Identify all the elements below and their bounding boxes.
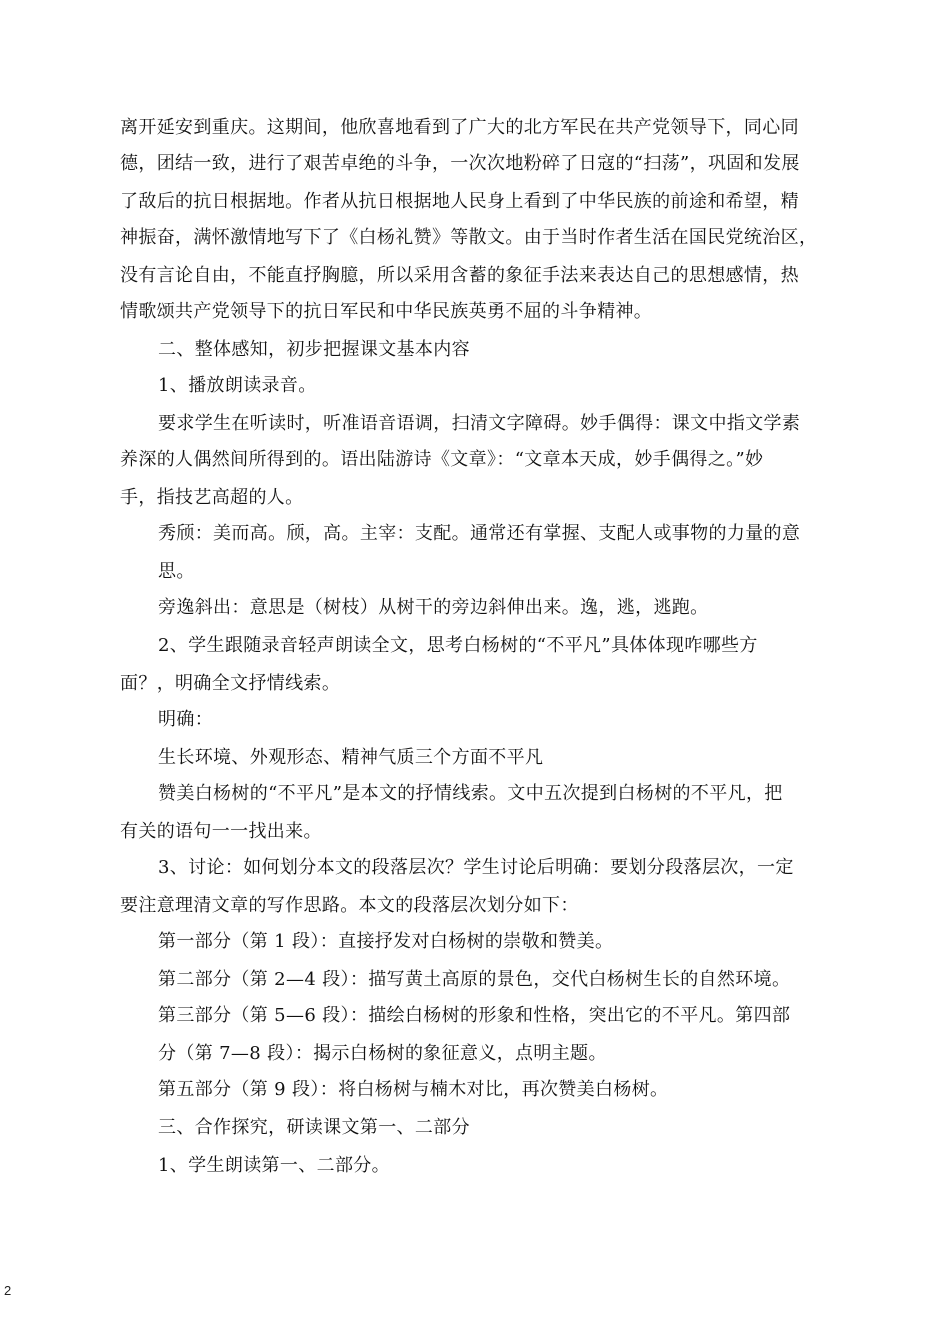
text-line: 明确： <box>158 709 214 730</box>
text-line: 养深的人偶然间所得到的。语出陆游诗《文章》：“文章本天成，妙手偶得之。”妙 <box>120 449 764 470</box>
text-line: 思。 <box>158 561 195 582</box>
text-line: 情歌颂共产党领导下的抗日军民和中华民族英勇不屈的斗争精神。 <box>120 301 653 322</box>
text-line: 神振奋，满怀激情地写下了《白杨礼赞》等散文。由于当时作者生活在国民党统治区， <box>120 227 818 248</box>
text-line: 秀颀：美而高。颀，高。主宰：支配。通常还有掌握、支配人或事物的力量的意 <box>158 523 801 544</box>
text-line: 离开延安到重庆。这期间，他欣喜地看到了广大的北方军民在共产党领导下，同心同 <box>120 117 799 138</box>
text-line: 3、讨论：如何划分本文的段落层次？学生讨论后明确：要划分段落层次，一定 <box>158 857 794 878</box>
text-line: 了敌后的抗日根据地。作者从抗日根据地人民身上看到了中华民族的前途和希望，精 <box>120 191 799 212</box>
text-line: 手，指技艺高超的人。 <box>120 487 304 508</box>
text-line: 面？，明确全文抒情线索。 <box>120 673 341 694</box>
text-line: 1、播放朗读录音。 <box>158 375 317 396</box>
text-line: 要注意理清文章的写作思路。本文的段落层次划分如下： <box>120 895 579 916</box>
text-line: 分（第 7—8 段）：揭示白杨树的象征意义，点明主题。 <box>158 1043 607 1064</box>
text-line: 1、学生朗读第一、二部分。 <box>158 1155 391 1176</box>
text-line: 旁逸斜出：意思是（树枝）从树干的旁边斜伸出来。逸，逃，逃跑。 <box>158 597 709 618</box>
section-heading: 三、合作探究，研读课文第一、二部分 <box>158 1117 470 1138</box>
text-line: 2、学生跟随录音轻声朗读全文，思考白杨树的“不平凡”具体体现咋哪些方 <box>158 635 758 656</box>
page-number: 2 <box>4 1283 12 1298</box>
text-line: 赞美白杨树的“不平凡”是本文的抒情线索。文中五次提到白杨树的不平凡，把 <box>158 783 783 804</box>
text-line: 第三部分（第 5—6 段）：描绘白杨树的形象和性格，突出它的不平凡。第四部 <box>158 1005 791 1026</box>
text-line: 要求学生在听读时，听准语音语调，扫清文字障碍。妙手偶得：课文中指文学素 <box>158 413 801 434</box>
text-line: 第一部分（第 1 段）：直接抒发对白杨树的崇敬和赞美。 <box>158 931 614 952</box>
text-line: 有关的语句一一找出来。 <box>120 821 322 842</box>
text-line: 第二部分（第 2—4 段）：描写黄土高原的景色，交代白杨树生长的自然环境。 <box>158 969 791 990</box>
text-line: 第五部分（第 9 段）：将白杨树与楠木对比，再次赞美白杨树。 <box>158 1079 669 1100</box>
text-line: 没有言论自由，不能直抒胸臆，所以采用含蓄的象征手法来表达自己的思想感情，热 <box>120 265 799 286</box>
text-line: 生长环境、外观形态、精神气质三个方面不平凡 <box>158 747 544 768</box>
text-line: 德，团结一致，进行了艰苦卓绝的斗争，一次次地粉碎了日寇的“扫荡”，巩固和发展 <box>120 153 800 174</box>
section-heading: 二、整体感知，初步把握课文基本内容 <box>158 339 470 360</box>
